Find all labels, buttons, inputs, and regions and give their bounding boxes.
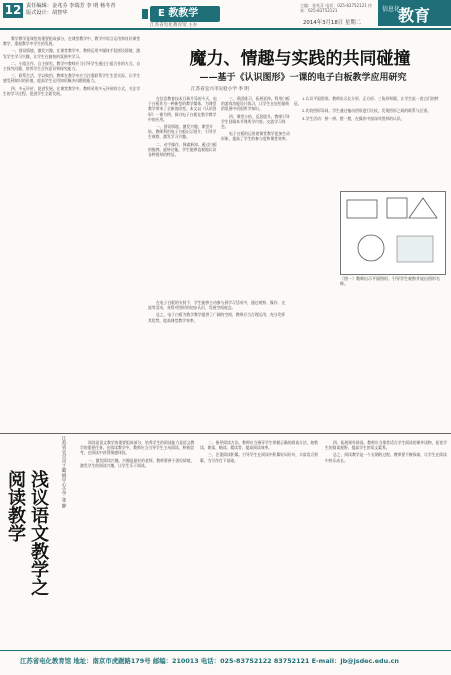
brand-big: 教育	[398, 6, 431, 25]
lower-article-title: 浅议语文教学之阅读教学	[5, 470, 49, 596]
article-paragraph: 在信息教育技术日新月异的今天，电子白板作为一种新型的教学媒体，为课堂教学带来了全新的改变。本文以《认识图形》一课为例，探讨电子白板在数学教学中的应用。	[148, 96, 217, 122]
article-paragraph: 电子白板的运用使课堂教学更加生动形象，提高了学生的参与度和课堂效率。	[221, 131, 290, 142]
whiteboard-panel	[397, 236, 433, 262]
whiteboard-figure	[340, 191, 446, 275]
issue-date: 2014年3月18日 星期二	[303, 20, 362, 26]
article-author: 江苏省宜兴市实验小学 李 明	[190, 87, 250, 92]
editor-meta	[26, 3, 146, 17]
lower-paragraph: 三、注重阅读积累。引导学生在阅读中积累好词好句，丰富语言积累，为写作打下基础。	[200, 452, 319, 463]
brand-logo	[378, 0, 451, 26]
left-paragraph: 四、多元评价，促进发展。在课堂教学中，教师采用多元评价的方式，关注学生的学习过程，促进学生全面发展。	[3, 85, 141, 96]
article-paragraph: 在电子白板的支持下，学生能够主动参与到学习活动中，通过观察、操作、交流等活动，获得对图形的初步认识，发展空间观念。	[148, 300, 286, 311]
lower-article-author: 江苏省宜兴市丁蜀镇中心小学 张 静	[61, 436, 66, 508]
triangle-shape	[409, 198, 437, 218]
header-contact: 主编：金兆芬 电话：025-83752121 传真：025-83752121	[300, 3, 372, 13]
article-column-3	[294, 96, 444, 123]
page-header	[0, 0, 451, 30]
article-paragraph: 总之，电子白板为数学教学提供了广阔的空间，教师应当合理运用，充分发挥其优势，提高课堂教学效率。	[148, 312, 286, 323]
article-title: 魔力、情趣与实践的共同碰撞	[189, 49, 411, 69]
circle-shape	[358, 235, 384, 261]
lower-column-1	[80, 440, 195, 470]
lower-paragraph: 四、拓展课外阅读。教师应当推荐适合学生阅读的课外读物，拓宽学生的阅读视野，提高学生的语文素养。	[325, 440, 447, 451]
page-number: 12	[4, 3, 22, 17]
article-column-2	[221, 96, 291, 144]
lower-paragraph: 阅读是语文教学的重要组成部分，培养学生的阅读能力是语文教学的重要任务。在阅读教学中，教师应当引导学生主动阅读，积极思考，在阅读中获得情感体验。	[80, 440, 195, 456]
lower-column-2	[200, 440, 320, 465]
section-divider	[0, 433, 451, 434]
article-paragraph: 2.比较图形异同。学生通过拖动图形进行比较，发现图形之间的联系与区别。	[302, 108, 431, 114]
left-paragraph: 一、创设情境，激发兴趣。在课堂教学中，教师运用多媒体手段创设情境，激发学生学习兴趣，让学生在愉快的氛围中学习。	[3, 48, 141, 59]
figure-caption: （图一）教师出示平面图形，引导学生观察并说出图形名称。	[340, 276, 440, 287]
article-paragraph: 一、创设情境，激发兴趣。课堂开始，教师利用电子白板出示图片，引导学生观察，激发学习兴趣。	[148, 124, 217, 140]
left-paragraph: 二、小组合作，自主探究。教学中教师应当引导学生通过小组合作的方式，自主探究问题，培养学生合作意识和探究能力。	[3, 60, 141, 72]
header-rule	[0, 28, 451, 30]
lower-column-3	[325, 440, 447, 465]
square-shape	[387, 198, 407, 218]
editor-line: 责任编辑：金兆芬 李端芳 李 明 杨冬青	[26, 3, 116, 9]
footer-rule	[0, 650, 451, 651]
brand-small: 信息化	[382, 6, 401, 13]
article-subtitle: ——基于《认识图形》一课的电子白板教学应用研究	[199, 73, 407, 83]
article-paragraph: 1.认识平面图形。教师出示长方形、正方形、三角形和圆，让学生说一说它们的特征。	[294, 96, 439, 107]
left-paragraph: 三、联系生活，学以致用。教师在教学中应当注重联系学生生活实际，让学生感受到知识的价值，提高学生运用知识解决问题的能力。	[3, 73, 141, 84]
lower-paragraph: 总之，阅读教学是一个长期的过程，教师要不断探索，让学生在阅读中快乐成长。	[325, 452, 447, 463]
article-column-1	[148, 96, 218, 159]
article-column-4	[148, 300, 288, 325]
left-paragraph: 教学教学是课堂的重要组成部分，在课堂教学中，教学中语言运用和良好课堂教学，重视教学中学生的发展。	[3, 36, 141, 47]
lower-paragraph: 二、指导阅读方法。教师应当指导学生掌握正确的阅读方法，如默读、朗读、略读、精读等，提高阅读效率。	[200, 440, 319, 451]
shapes-illustration	[341, 192, 445, 274]
section-subtitle: 江苏省电化教育馆 主办	[150, 23, 198, 28]
page-footer	[0, 650, 451, 675]
designer-line: 版式设计：胡智华	[26, 10, 68, 16]
left-column	[3, 36, 141, 98]
article-paragraph: 二、动手操作，探索新知。通过白板的拖拽、旋转功能，学生能够直观地认识各种图形的特征。	[148, 141, 217, 158]
article-paragraph: 三、巩固练习，拓展延伸。利用白板的游戏功能设计练习，让学生在轻松愉快的氛围中巩固所学知识。	[221, 96, 290, 112]
footer-contact: 江苏省电化教育馆 地址：南京市虎踞路179号 邮编：210013 电话：025-83752122 83752121 E-mail：jb@jsdec.edu.cn	[20, 657, 399, 665]
article-paragraph: 3.学生活动：拼一拼、摆一摆，在操作中加深对图形的认识。	[302, 115, 405, 121]
section-title: E 教教学	[150, 6, 220, 22]
lower-paragraph: 一、激发阅读兴趣。兴趣是最好的老师，教师要善于创设情境，激发学生的阅读兴趣，让学生乐于阅读。	[80, 457, 195, 468]
section-marker-icon	[142, 9, 148, 19]
rectangle-shape	[347, 200, 377, 218]
article-paragraph: 四、课堂小结，反思提升。教师引导学生回顾本节课所学内容，交流学习体会。	[221, 113, 290, 130]
